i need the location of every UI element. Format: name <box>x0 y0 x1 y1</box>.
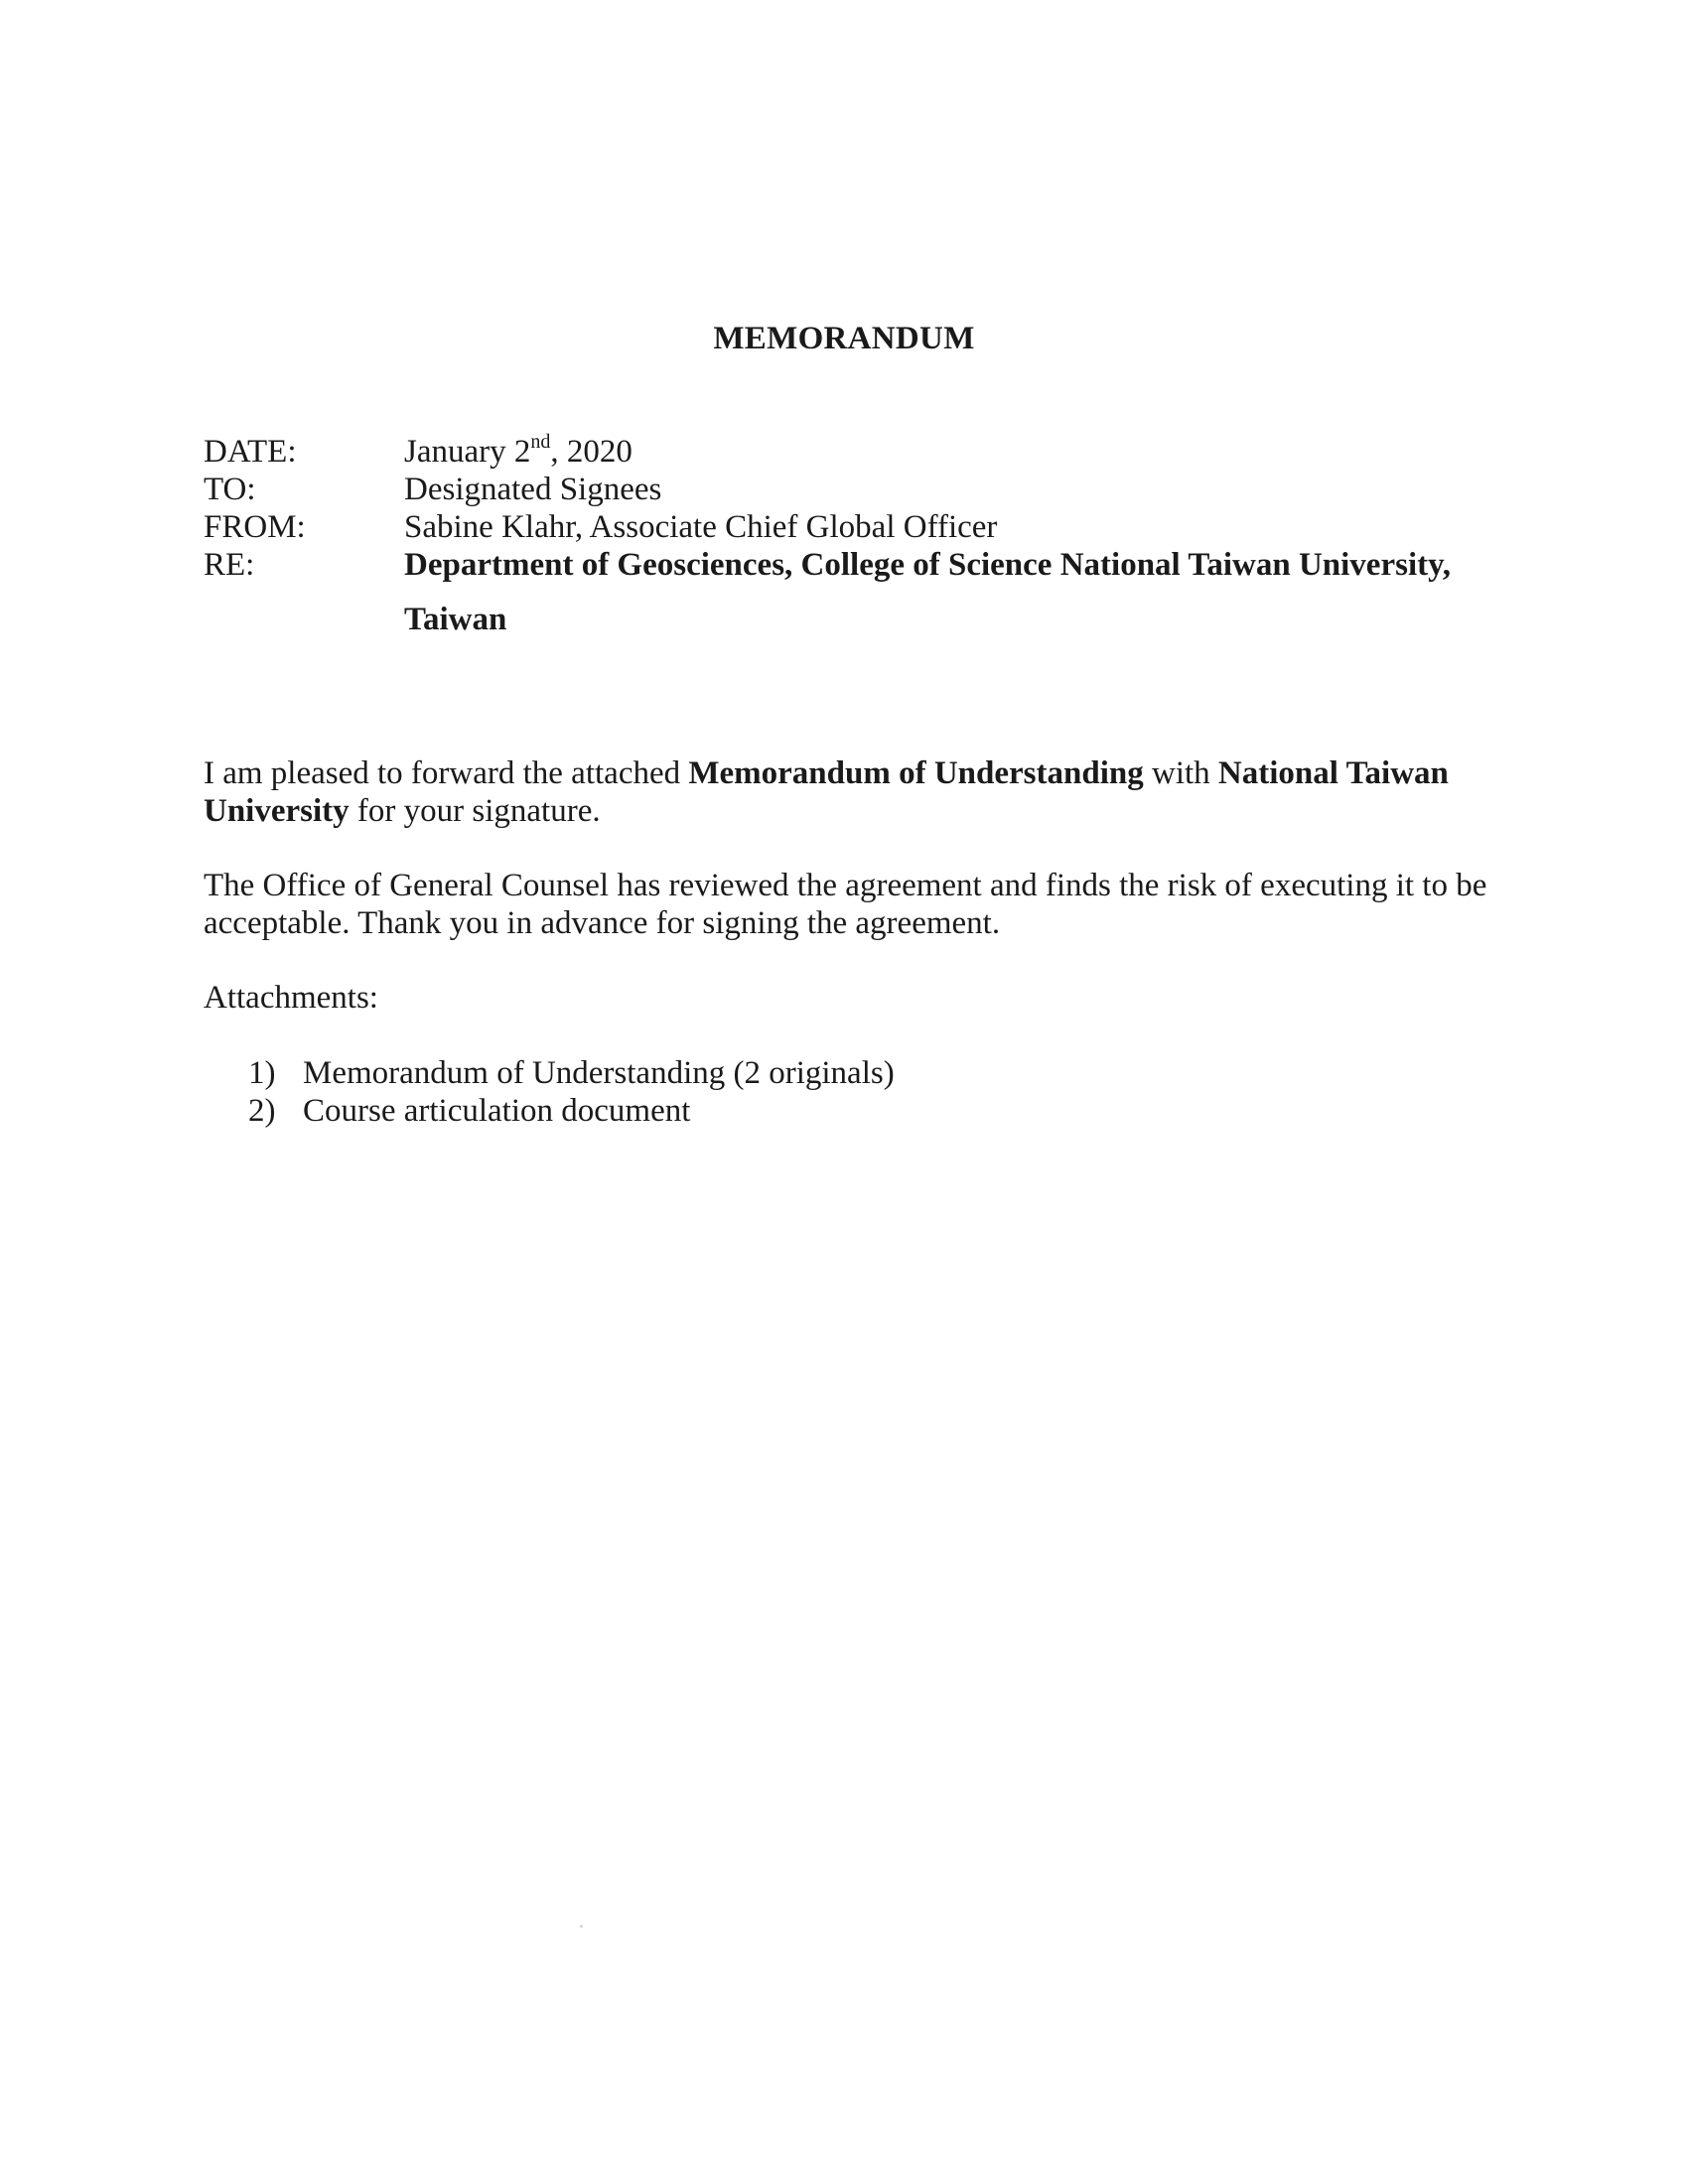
intro-text-1: I am pleased to forward the attached <box>204 755 689 791</box>
counsel-paragraph: The Office of General Counsel has reviewed the agreement and finds the risk of executing it to be acceptable. Thank you in advance for signing the agreement. <box>204 868 1487 941</box>
intro-bold-mou: Memorandum of Understanding <box>688 755 1144 791</box>
date-ordinal-suffix: nd <box>530 431 551 453</box>
intro-text-3: for your signature. <box>349 793 601 829</box>
attachment-text: Course articulation document <box>303 1093 691 1129</box>
date-month-day: January 2 <box>404 434 531 470</box>
date-row <box>204 433 1514 471</box>
date-value <box>404 433 1514 471</box>
attachment-number: 1) <box>248 1055 276 1091</box>
re-value: Department of Geosciences, College of Science National Taiwan University, Taiwan <box>404 547 1452 637</box>
intro-bold-university: National Taiwan University <box>204 755 1449 829</box>
date-year: , 2020 <box>550 434 633 470</box>
from-value: Sabine Klahr, Associate Chief Global Officer <box>404 509 998 545</box>
attachment-text: Memorandum of Understanding (2 originals) <box>303 1055 895 1091</box>
list-item <box>248 1054 895 1092</box>
to-label: TO: <box>204 472 256 507</box>
re-label: RE: <box>204 547 255 583</box>
re-row <box>204 546 1514 647</box>
attachment-number: 2) <box>248 1093 276 1129</box>
memo-title: MEMORANDUM <box>713 321 975 356</box>
list-item <box>248 1092 895 1130</box>
to-row <box>204 471 1514 508</box>
attachments-list <box>248 1054 895 1130</box>
intro-paragraph <box>204 754 1494 830</box>
date-label: DATE: <box>204 434 297 470</box>
from-label: FROM: <box>204 509 306 545</box>
to-value: Designated Signees <box>404 472 662 507</box>
scan-speck <box>580 1925 583 1928</box>
memo-header <box>204 433 1514 647</box>
intro-text-2: with <box>1143 755 1218 791</box>
attachments-label: Attachments: <box>204 980 378 1016</box>
